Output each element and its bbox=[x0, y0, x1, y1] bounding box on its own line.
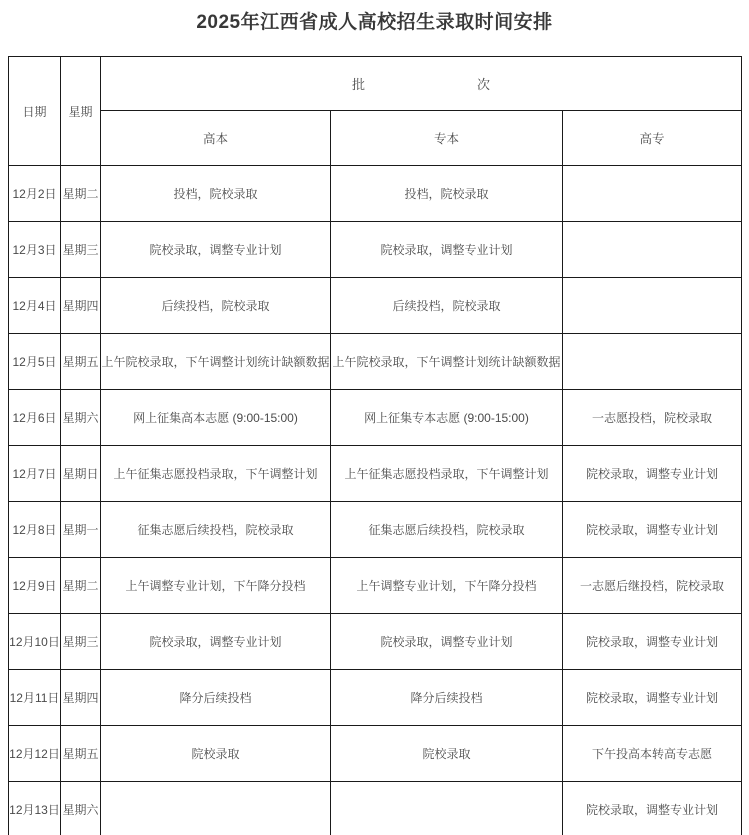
zhuanben-cell: 院校录取，调整专业计划 bbox=[331, 614, 563, 670]
gaozhuan-cell: 院校录取，调整专业计划 bbox=[563, 446, 742, 502]
gaoben-cell: 征集志愿后续投档，院校录取 bbox=[101, 502, 331, 558]
zhuanben-cell: 上午院校录取，下午调整计划统计缺额数据 bbox=[331, 334, 563, 390]
date-cell: 12月10日 bbox=[9, 614, 61, 670]
table-row bbox=[9, 726, 742, 782]
week-cell: 星期五 bbox=[61, 726, 101, 782]
page-title: 2025年江西省成人高校招生录取时间安排 bbox=[196, 12, 553, 33]
gaozhuan-cell: 一志愿后继投档，院校录取 bbox=[563, 558, 742, 614]
zhuanben-cell: 后续投档，院校录取 bbox=[331, 278, 563, 334]
table-row bbox=[9, 782, 742, 835]
date-cell: 12月6日 bbox=[9, 390, 61, 446]
gaoben-cell: 网上征集高本志愿 (9:00-15:00) bbox=[101, 390, 331, 446]
week-cell: 星期日 bbox=[61, 446, 101, 502]
zhuanben-cell: 降分后续投档 bbox=[331, 670, 563, 726]
table-row bbox=[9, 670, 742, 726]
table-header-row-batch bbox=[9, 57, 742, 111]
date-cell: 12月12日 bbox=[9, 726, 61, 782]
zhuanben-cell: 院校录取 bbox=[331, 726, 563, 782]
gaoben-cell: 上午征集志愿投档录取，下午调整计划 bbox=[101, 446, 331, 502]
gaoben-cell: 降分后续投档 bbox=[101, 670, 331, 726]
table-row bbox=[9, 502, 742, 558]
date-cell: 12月8日 bbox=[9, 502, 61, 558]
date-cell: 12月2日 bbox=[9, 166, 61, 222]
table-row bbox=[9, 446, 742, 502]
header-week: 星期 bbox=[61, 57, 101, 166]
gaozhuan-cell: 一志愿投档，院校录取 bbox=[563, 390, 742, 446]
zhuanben-cell: 网上征集专本志愿 (9:00-15:00) bbox=[331, 390, 563, 446]
admission-schedule-table bbox=[8, 56, 742, 835]
gaozhuan-cell: 院校录取，调整专业计划 bbox=[563, 782, 742, 835]
zhuanben-cell: 征集志愿后续投档，院校录取 bbox=[331, 502, 563, 558]
gaoben-cell: 上午院校录取，下午调整计划统计缺额数据 bbox=[101, 334, 331, 390]
gaozhuan-cell bbox=[563, 166, 742, 222]
table-row bbox=[9, 614, 742, 670]
header-batch bbox=[101, 57, 742, 111]
gaoben-cell: 投档，院校录取 bbox=[101, 166, 331, 222]
zhuanben-cell: 投档，院校录取 bbox=[331, 166, 563, 222]
week-cell: 星期三 bbox=[61, 614, 101, 670]
gaoben-cell: 院校录取，调整专业计划 bbox=[101, 222, 331, 278]
gaoben-cell: 上午调整专业计划，下午降分投档 bbox=[101, 558, 331, 614]
gaoben-cell bbox=[101, 782, 331, 835]
gaozhuan-cell: 院校录取，调整专业计划 bbox=[563, 502, 742, 558]
gaozhuan-cell: 下午投高本转高专志愿 bbox=[563, 726, 742, 782]
header-batch-right: 次 bbox=[477, 77, 491, 92]
date-cell: 12月3日 bbox=[9, 222, 61, 278]
date-cell: 12月4日 bbox=[9, 278, 61, 334]
week-cell: 星期二 bbox=[61, 558, 101, 614]
zhuanben-cell: 上午征集志愿投档录取，下午调整计划 bbox=[331, 446, 563, 502]
week-cell: 星期三 bbox=[61, 222, 101, 278]
header-date: 日期 bbox=[9, 57, 61, 166]
zhuanben-cell: 上午调整专业计划，下午降分投档 bbox=[331, 558, 563, 614]
gaozhuan-cell bbox=[563, 334, 742, 390]
week-cell: 星期四 bbox=[61, 278, 101, 334]
zhuanben-cell bbox=[331, 782, 563, 835]
gaozhuan-cell: 院校录取，调整专业计划 bbox=[563, 670, 742, 726]
table-row bbox=[9, 222, 742, 278]
gaoben-cell: 后续投档，院校录取 bbox=[101, 278, 331, 334]
week-cell: 星期一 bbox=[61, 502, 101, 558]
table-row bbox=[9, 278, 742, 334]
week-cell: 星期二 bbox=[61, 166, 101, 222]
date-cell: 12月9日 bbox=[9, 558, 61, 614]
week-cell: 星期六 bbox=[61, 782, 101, 835]
gaoben-cell: 院校录取，调整专业计划 bbox=[101, 614, 331, 670]
header-batch-label bbox=[101, 74, 741, 93]
week-cell: 星期四 bbox=[61, 670, 101, 726]
zhuanben-cell: 院校录取，调整专业计划 bbox=[331, 222, 563, 278]
date-cell: 12月11日 bbox=[9, 670, 61, 726]
header-gaoben: 高本 bbox=[101, 111, 331, 166]
table-header-row-sub bbox=[9, 111, 742, 166]
header-zhuanben: 专本 bbox=[331, 111, 563, 166]
page bbox=[0, 7, 749, 835]
table-row bbox=[9, 334, 742, 390]
table-row bbox=[9, 558, 742, 614]
table-row bbox=[9, 166, 742, 222]
header-batch-left: 批 bbox=[351, 77, 365, 92]
gaozhuan-cell bbox=[563, 278, 742, 334]
gaoben-cell: 院校录取 bbox=[101, 726, 331, 782]
date-cell: 12月13日 bbox=[9, 782, 61, 835]
date-cell: 12月5日 bbox=[9, 334, 61, 390]
week-cell: 星期五 bbox=[61, 334, 101, 390]
date-cell: 12月7日 bbox=[9, 446, 61, 502]
gaozhuan-cell: 院校录取，调整专业计划 bbox=[563, 614, 742, 670]
table-row bbox=[9, 390, 742, 446]
gaozhuan-cell bbox=[563, 222, 742, 278]
week-cell: 星期六 bbox=[61, 390, 101, 446]
header-gaozhuan: 高专 bbox=[563, 111, 742, 166]
